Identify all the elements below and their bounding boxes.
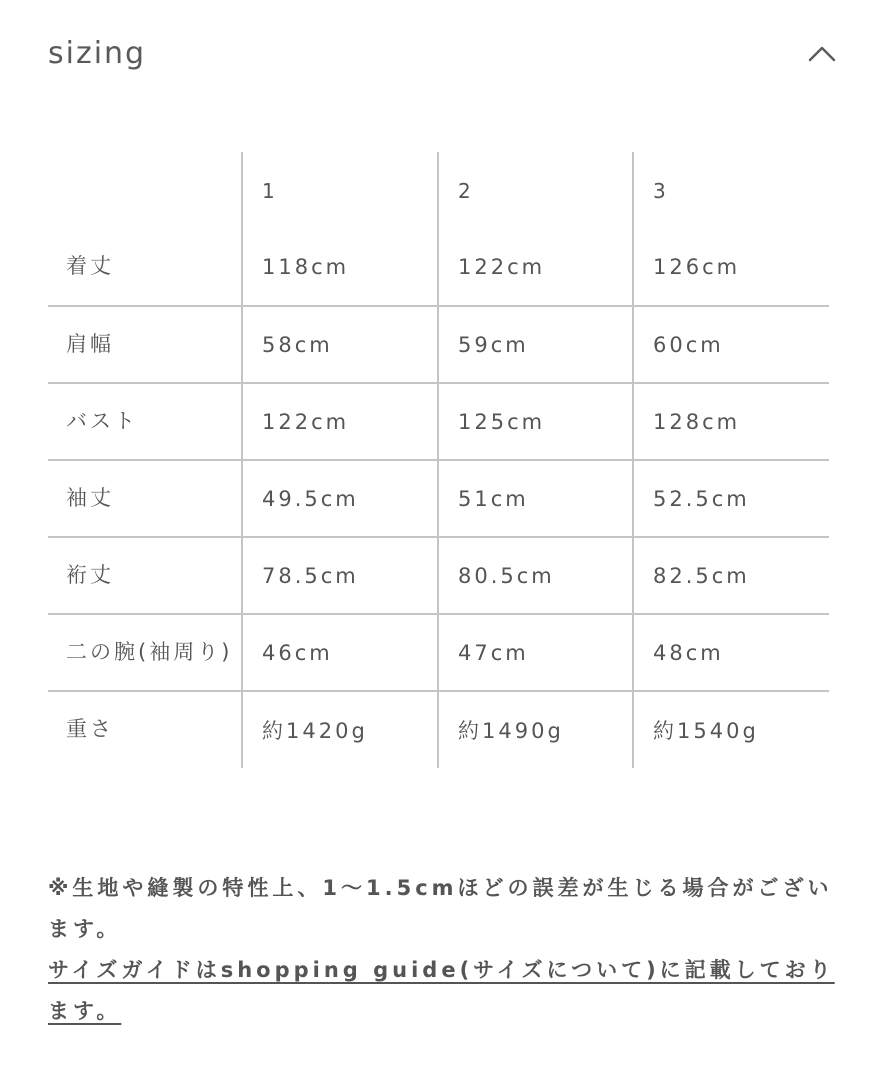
table-cell: 58cm (242, 306, 438, 383)
table-row (48, 229, 829, 306)
column-header: 3 (633, 152, 829, 229)
shopping-guide-link[interactable]: サイズガイドはshopping guide(サイズについて)に記載しております。 (48, 958, 835, 1023)
table-cell: 46cm (242, 614, 438, 691)
table-header-row (48, 152, 829, 229)
table-row (48, 614, 829, 691)
row-label: 裄丈 (66, 562, 114, 587)
table-row (48, 460, 829, 537)
table-cell: 125cm (438, 383, 633, 460)
table-cell: 78.5cm (242, 537, 438, 614)
table-cell: 52.5cm (633, 460, 829, 537)
disclaimer-text: ※生地や縫製の特性上、1〜1.5cmほどの誤差が生じる場合がございます。 (48, 876, 833, 941)
table-row (48, 691, 829, 768)
row-label: バスト (66, 408, 138, 433)
table-cell: 59cm (438, 306, 633, 383)
table-cell: 118cm (242, 229, 438, 306)
table-row (48, 537, 829, 614)
size-table (48, 152, 829, 768)
table-row (48, 383, 829, 460)
sizing-section-header[interactable] (48, 30, 838, 80)
row-label: 二の腕(袖周り) (66, 639, 233, 664)
column-header: 1 (242, 152, 438, 229)
table-cell: 約1420g (242, 691, 438, 768)
table-cell: 51cm (438, 460, 633, 537)
table-cell: 47cm (438, 614, 633, 691)
table-cell: 80.5cm (438, 537, 633, 614)
table-cell: 49.5cm (242, 460, 438, 537)
table-cell: 82.5cm (633, 537, 829, 614)
table-corner-cell (48, 152, 242, 229)
sizing-notes (48, 868, 838, 1032)
table-cell: 122cm (438, 229, 633, 306)
table-cell: 48cm (633, 614, 829, 691)
row-label: 重さ (66, 717, 114, 742)
table-row (48, 306, 829, 383)
table-cell: 約1540g (633, 691, 829, 768)
column-header: 2 (438, 152, 633, 229)
table-cell: 60cm (633, 306, 829, 383)
row-label: 着丈 (66, 254, 114, 279)
table-cell: 122cm (242, 383, 438, 460)
row-label: 袖丈 (66, 485, 114, 510)
collapse-toggle-button[interactable] (806, 40, 838, 68)
section-title: sizing (48, 36, 147, 71)
table-cell: 約1490g (438, 691, 633, 768)
row-label: 肩幅 (66, 331, 114, 356)
chevron-up-icon (806, 40, 838, 68)
table-cell: 128cm (633, 383, 829, 460)
table-cell: 126cm (633, 229, 829, 306)
